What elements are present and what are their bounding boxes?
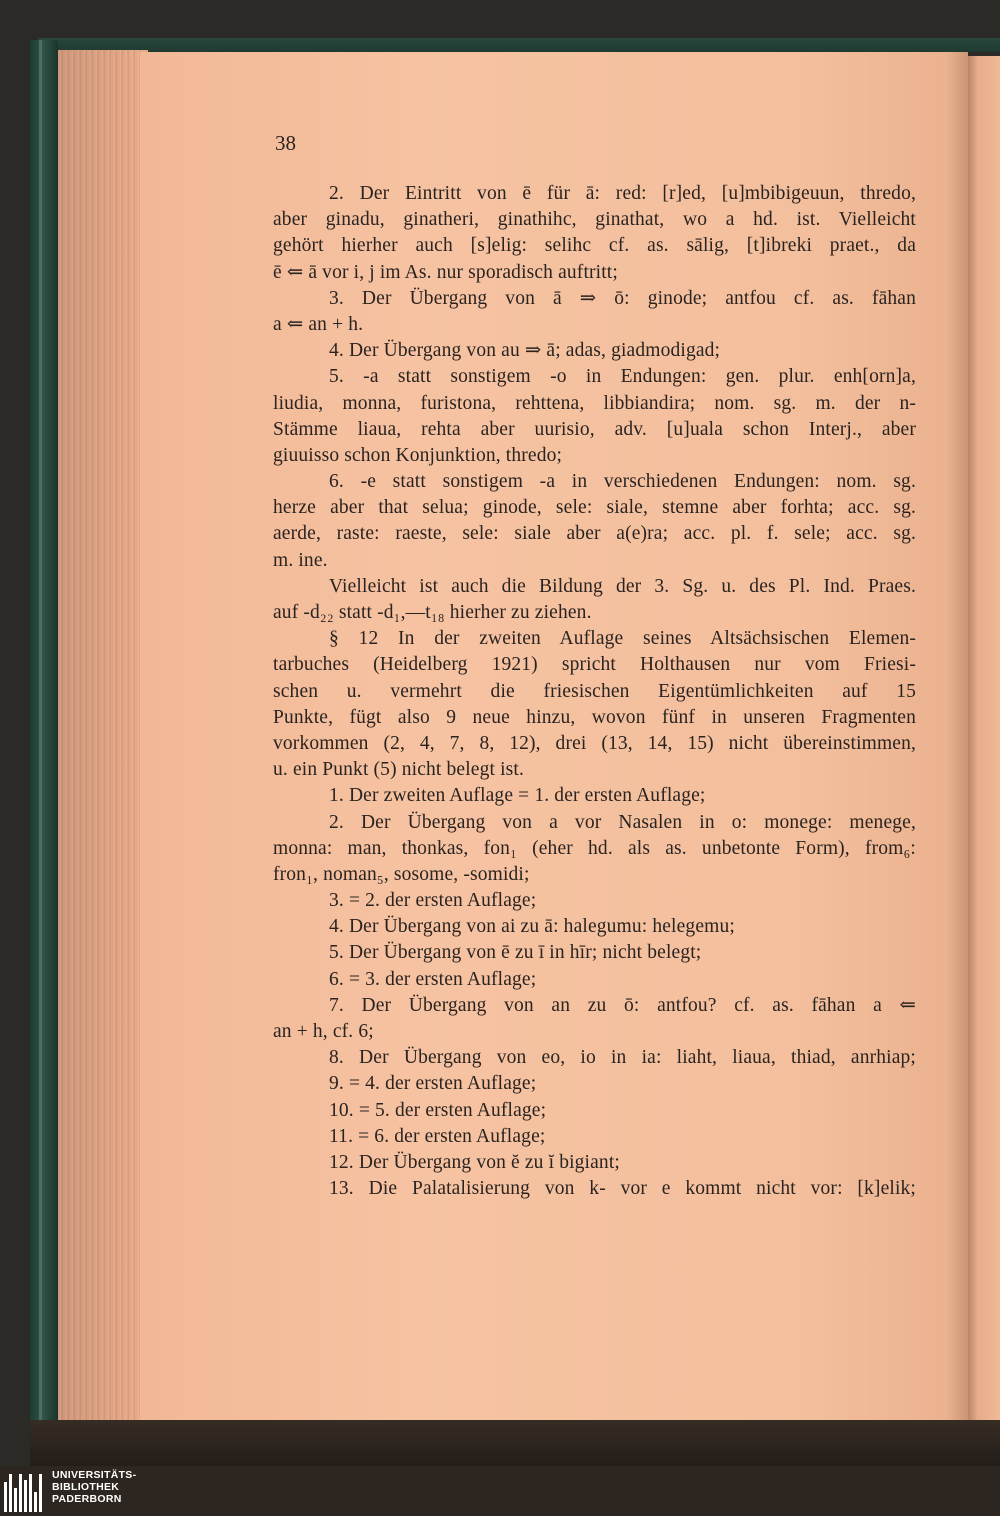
page-edges: [58, 50, 148, 1420]
text-line: 5. Der Übergang von ē zu ī in hīr; nicht belegt;: [329, 942, 702, 964]
text-line: m. ine.: [273, 549, 328, 571]
text-line: § 12 In der zweiten Auflage seines Altsächsischen Elemen-: [329, 628, 916, 650]
text-line: aber ginadu, ginatheri, ginathihc, ginathat, wo a hd. ist. Vielleicht: [273, 209, 916, 231]
book-cover-bottom: [30, 1420, 1000, 1466]
text-line: a ⇐ an + h.: [273, 313, 364, 335]
library-logo-icon: [4, 1470, 44, 1512]
text-line: giuuisso schon Konjunktion, thredo;: [273, 444, 563, 466]
text-line: u. ein Punkt (5) nicht belegt ist.: [273, 759, 524, 781]
text-line: aerde, raste: raeste, sele: siale aber a(e)ra; acc. pl. f. sele; acc. sg.: [273, 523, 916, 545]
text-line: 12. Der Übergang von ĕ zu ĭ bigiant;: [329, 1151, 620, 1173]
text-line: schen u. vermehrt die friesischen Eigentümlichkeiten auf 15: [273, 680, 916, 702]
text-line: gehört hierher auch [s]elig: selihc cf. as. sālig, [t]ibreki praet., da: [273, 235, 916, 257]
text-line: 9. = 4. der ersten Auflage;: [329, 1073, 537, 1095]
logo-bar: [29, 1474, 32, 1512]
text-line: auf -d₂₂ statt -d₁,—t₁₈ hierher zu ziehen.: [273, 602, 592, 623]
text-line: Stämme liaua, rehta aber uurisio, adv. [u]uala schon Interj., aber: [273, 418, 916, 440]
text-line: 7. Der Übergang von an zu ō: antfou? cf. as. fāhan a ⇐: [329, 994, 916, 1016]
text-line: Vielleicht ist auch die Bildung der 3. Sg. u. des Pl. Ind. Praes.: [329, 575, 916, 597]
logo-bar: [9, 1474, 12, 1512]
text-line: liudia, monna, furistona, rehttena, libbiandira; nom. sg. m. der n-: [273, 392, 916, 414]
logo-bar: [14, 1488, 17, 1512]
page-text: [273, 181, 916, 1202]
text-line: 6. = 3. der ersten Auflage;: [329, 968, 537, 990]
text-line: 1. Der zweiten Auflage = 1. der ersten Auflage;: [329, 785, 706, 807]
book-cover-spine: [30, 40, 58, 1425]
next-leaf: [968, 56, 1000, 1420]
logo-line: BIBLIOTHEK: [52, 1481, 120, 1493]
text-line: 8. Der Übergang von eo, io in ia: liaht, liaua, thiad, anrhiap;: [329, 1047, 916, 1069]
text-line: 3. = 2. der ersten Auflage;: [329, 890, 537, 912]
text-line: vorkommen (2, 4, 7, 8, 12), drei (13, 14, 15) nicht übereinstimmen,: [273, 732, 916, 754]
text-line: 6. -e statt sonstigem -a in verschiedenen Endungen: nom. sg.: [329, 471, 916, 493]
logo-bar: [34, 1492, 37, 1512]
text-line: 2. Der Eintritt von ē für ā: red: [r]ed, [u]mbibigeuun, thredo,: [329, 183, 916, 204]
logo-line: PADERBORN: [52, 1493, 122, 1505]
text-line: an + h, cf. 6;: [273, 1021, 374, 1042]
text-line: 10. = 5. der ersten Auflage;: [329, 1099, 547, 1121]
text-line: 5. -a statt sonstigem -o in Endungen: gen. plur. enh[orn]a,: [329, 366, 916, 388]
book-cover-top: [38, 38, 1000, 52]
text-line: fron₁, noman₅, sosome, -somidi;: [273, 863, 530, 885]
text-line: Punkte, fügt also 9 neue hinzu, wovon fünf in unseren Fragmenten: [273, 706, 916, 728]
page-number: 38: [275, 131, 296, 155]
logo-bar: [4, 1482, 7, 1512]
text-line: 3. Der Übergang von ā ⇒ ō: ginode; antfou cf. as. fāhan: [329, 287, 916, 309]
logo-bar: [24, 1480, 27, 1512]
spine-shadow: [946, 52, 968, 1420]
text-line: herze aber that selua; ginode, sele: siale, stemne aber forhta; acc. sg.: [273, 497, 916, 519]
text-line: 4. Der Übergang von ai zu ā: halegumu: helegemu;: [329, 916, 735, 938]
library-logo-text: [52, 1469, 136, 1505]
footer-bar: [0, 1466, 1000, 1516]
text-line: 11. = 6. der ersten Auflage;: [329, 1125, 546, 1147]
text-line: 2. Der Übergang von a vor Nasalen in o: monege: menege,: [329, 811, 916, 833]
text-line: 4. Der Übergang von au ⇒ ā; adas, giadmodigad;: [329, 340, 721, 362]
text-line: ē ⇐ ā vor i, j im As. nur sporadisch auftritt;: [273, 261, 618, 283]
text-line: tarbuches (Heidelberg 1921) spricht Holthausen nur vom Friesi-: [273, 654, 916, 676]
logo-bar: [19, 1474, 22, 1512]
text-line: monna: man, thonkas, fon₁ (eher hd. als as. unbetonte Form), from₆:: [273, 837, 916, 859]
logo-bar: [39, 1474, 42, 1512]
logo-line: UNIVERSITÄTS-: [52, 1469, 137, 1481]
text-line: 13. Die Palatalisierung von k- vor e kommt nicht vor: [k]elik;: [329, 1178, 916, 1200]
